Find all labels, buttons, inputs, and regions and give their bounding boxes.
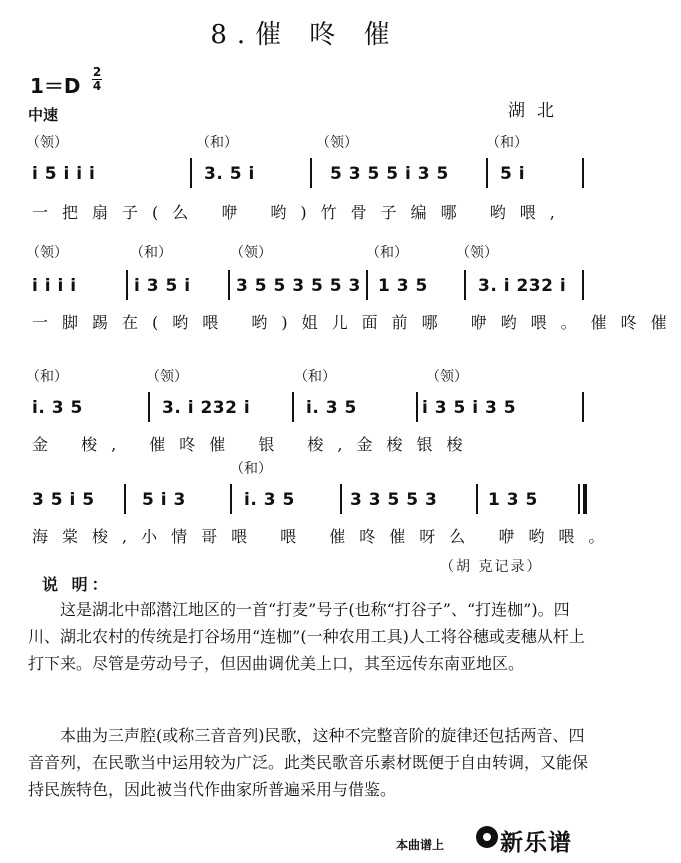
measure: i. 3 5 xyxy=(306,398,357,418)
role-label: （领） xyxy=(146,369,188,385)
role-label: （领） xyxy=(426,369,468,385)
score-system-3 xyxy=(0,362,610,462)
bar-line xyxy=(582,158,584,188)
bar-line xyxy=(340,484,342,514)
measure: 3 5 5 3 5 5 3 xyxy=(236,276,361,296)
tempo-marking: 中速 xyxy=(28,106,59,124)
bar-line xyxy=(416,392,418,422)
measure: 3. i 232 i xyxy=(478,276,567,296)
measure: i 3 5 i 3 5 xyxy=(422,398,517,418)
bar-line xyxy=(366,270,368,300)
time-signature xyxy=(92,66,102,93)
explanation-paragraph-1: 这是湖北中部潜江地区的一首“打麦”号子(也称“打谷子”、“打连枷”)。四川、湖北农村的传统是打谷场用“连枷”(一种农用工具)人工将谷穗或麦穗从杆上打下来。尽管是劳动号子，但因曲调优美上口，其至远传东南亚地区。 xyxy=(28,600,585,673)
score-system-4 xyxy=(0,458,619,558)
measure: 5 3 5 5 i 3 5 xyxy=(330,164,449,184)
lyrics-line: 一脚踢在(哟喂 哟)姐儿面前哪 咿哟喂。催咚催 xyxy=(32,313,681,332)
role-label: （和） xyxy=(294,369,336,385)
brand-name: 新乐谱 xyxy=(500,830,572,856)
measure: 1 3 5 xyxy=(378,276,428,296)
meter-top: 2 xyxy=(92,65,102,79)
measure: i. 3 5 xyxy=(32,398,83,418)
footer-note: 本曲谱上 xyxy=(396,838,445,852)
key-signature: 1＝D xyxy=(30,74,81,98)
measure: 3. 5 i xyxy=(204,164,255,184)
role-label: （领） xyxy=(230,245,272,261)
role-label: （领） xyxy=(316,135,358,151)
role-label: （和） xyxy=(196,135,238,151)
lyrics-line: 海棠梭,小情哥喂 喂 催咚催呀么 咿哟喂。 xyxy=(32,527,619,546)
final-bar-line xyxy=(578,484,580,514)
bar-line xyxy=(230,484,232,514)
meter-bottom: 4 xyxy=(92,79,102,93)
bar-line xyxy=(148,392,150,422)
lyrics-line: 一把扇子(么 咿 哟)竹骨子编哪 哟喂, xyxy=(32,203,569,222)
song-title: 8.催 咚 催 xyxy=(210,20,400,50)
measure: 5 i 3 xyxy=(142,490,186,510)
bar-line xyxy=(476,484,478,514)
bar-line xyxy=(310,158,312,188)
bar-line xyxy=(228,270,230,300)
role-label: （和） xyxy=(486,135,528,151)
measure: 3 5 i 5 xyxy=(32,490,95,510)
role-label: （领） xyxy=(26,135,68,151)
role-label: （和） xyxy=(366,245,408,261)
measure: 3 3 5 5 3 xyxy=(350,490,438,510)
role-label: （和） xyxy=(26,369,68,385)
role-label: （和） xyxy=(130,245,172,261)
score-system-1 xyxy=(0,128,610,228)
lyrics-line: 金 梭, 催咚催 银 梭,金梭银梭 xyxy=(32,435,477,454)
bar-line xyxy=(292,392,294,422)
explanation-paragraph-2: 本曲为三声腔(或称三音音列)民歌，这种不完整音阶的旋律还包括两音、四音音列，在民歌当中运用较为广泛。此类民歌音乐素材既便于自由转调，又能保持民族特色，因此被当代作曲家所普遍采用与借鉴。 xyxy=(28,726,589,799)
measure: 3. i 232 i xyxy=(162,398,251,418)
bar-line xyxy=(464,270,466,300)
bar-line xyxy=(190,158,192,188)
measure: i i i i xyxy=(32,276,77,296)
notes-heading: 说 明： xyxy=(42,575,112,594)
measure: 1 3 5 xyxy=(488,490,538,510)
bar-line xyxy=(582,392,584,422)
role-label: （领） xyxy=(26,245,68,261)
brand-logo-icon xyxy=(476,826,498,848)
final-bar-line-thick xyxy=(583,484,587,514)
bar-line xyxy=(124,484,126,514)
region-label: 湖北 xyxy=(508,101,566,121)
bar-line xyxy=(582,270,584,300)
score-system-2 xyxy=(0,240,681,340)
bar-line xyxy=(486,158,488,188)
measure: i 5 i i i xyxy=(32,164,96,184)
role-label: （和） xyxy=(230,461,272,477)
transcriber-credit: （胡 克记录） xyxy=(440,559,543,575)
measure: 5 i xyxy=(500,164,526,184)
measure: i 3 5 i xyxy=(134,276,191,296)
bar-line xyxy=(126,270,128,300)
measure: i. 3 5 xyxy=(244,490,295,510)
role-label: （领） xyxy=(456,245,498,261)
